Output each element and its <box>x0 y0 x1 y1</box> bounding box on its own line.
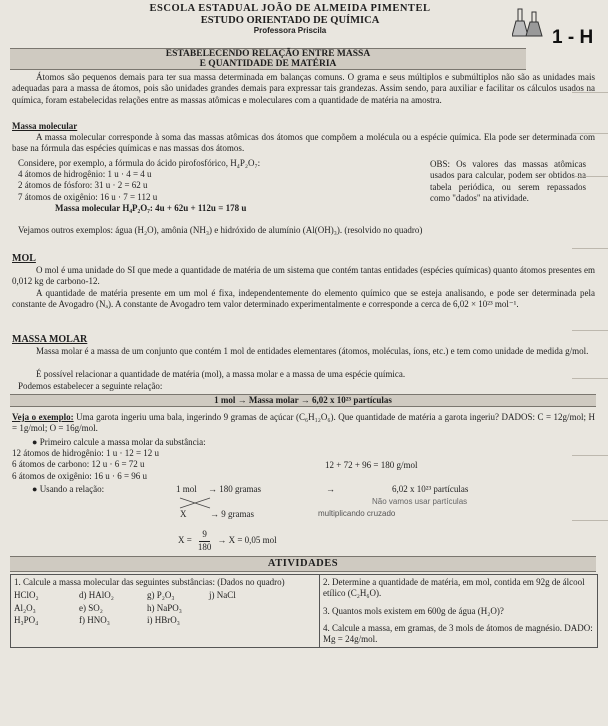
step-1 <box>32 437 332 448</box>
no-particles-note: Não vamos usar partículas <box>372 497 468 506</box>
atom-line: 6 átomos de carbono: 12 u · 6 = 72 u <box>12 459 145 470</box>
mol-heading: MOL <box>12 253 36 264</box>
bullet-icon: ● <box>32 437 40 447</box>
relation-x: X <box>180 509 187 519</box>
relation-grams: → 180 gramas <box>208 484 261 494</box>
substance-item: h) NaPO₃ <box>147 602 182 613</box>
section-title <box>10 48 526 70</box>
question-2: 2. Determine a quantidade de matéria, em mol, contida em 92g de álcool etílico (C₂H₆O). <box>323 577 585 599</box>
activities-table <box>10 574 598 648</box>
margin-line <box>572 455 608 456</box>
substance-item <box>209 615 267 626</box>
step-2 <box>32 484 104 495</box>
handwritten-note: 1 - H <box>552 27 594 48</box>
mol-paragraph-2: A quantidade de matéria presente em um mol é fixa, independentemente do elemento químico que se esteja analisando, e pode ser determinada pela constante de Avogadro (Nₐ). A constante de Avogadro tem valor determinado experimentalmente e corresponde a cerca de 6,02 × 10²³ mol⁻¹. <box>12 288 595 310</box>
substance-item <box>209 603 267 614</box>
atom-line: 7 átomos de oxigênio: 16 u · 7 = 112 u <box>18 191 158 202</box>
fraction-numerator: 9 <box>199 529 210 541</box>
course-title: ESTUDO ORIENTADO DE QUÍMICA <box>200 15 380 26</box>
margin-line <box>572 92 608 93</box>
bullet-icon: ● <box>32 484 40 494</box>
substance-item: Al₂O₃ <box>14 602 36 613</box>
example-label: Veja o exemplo: <box>12 412 74 422</box>
substance-item: H₃PO₄ <box>14 614 39 625</box>
consider-text: Considere, por exemplo, a fórmula do ácido pirofosfórico, H₄P₂O₇: <box>18 158 261 168</box>
other-examples: Vejamos outros exemplos: água (H₂O), amônia (NH₃) e hidróxido de alumínio (Al(OH)₃). (resolvido no quadro) <box>18 225 423 235</box>
substance-item: i) HBrO₃ <box>147 614 180 625</box>
step-2-text: Usando a relação: <box>39 484 105 494</box>
relation-mol: 1 mol <box>176 484 197 494</box>
equation-rhs: → X = 0,05 mol <box>217 535 277 546</box>
fraction <box>195 529 215 553</box>
flask-logo-icon <box>512 6 546 40</box>
atom-line: 6 átomos de oxigênio: 16 u · 6 = 96 u <box>12 470 148 481</box>
substance-item: HClO₂ <box>14 590 39 601</box>
margin-line <box>572 378 608 379</box>
fraction-denominator: 180 <box>197 541 212 552</box>
mol-paragraph-1: O mol é uma unidade do SI que mede a quantidade de matéria de um sistema que contém tantas entidades (espécies químicas) quanto átomos presentes em 0,012 kg de carbono-12. <box>12 265 595 287</box>
cross-multiply-note: multiplicando cruzado <box>318 509 396 518</box>
molar-mass-paragraph-1: Massa molar é a massa de um conjunto que contém 1 mol de entidades elementares (átomos, moléculas, íons, etc.) e tem como unidade de medida g/mol. <box>36 346 589 356</box>
molecular-mass-heading: Massa molecular <box>12 121 78 131</box>
example-intro <box>12 412 595 435</box>
question-1-text: 1. Calcule a massa molecular das seguintes substâncias: (Dados no quadro) <box>14 577 285 587</box>
school-name: ESCOLA ESTADUAL JOÃO DE ALMEIDA PIMENTEL <box>149 3 431 14</box>
molar-mass-paragraph-3: Podemos estabelecer a seguinte relação: <box>18 381 163 391</box>
questions-2-4 <box>320 575 598 648</box>
atom-line: 4 átomos de hidrogênio: 1 u · 4 = 4 u <box>18 169 152 179</box>
margin-line <box>572 133 608 134</box>
substances-list <box>14 590 316 626</box>
section-title-line1: ESTABELECENDO RELAÇÃO ENTRE MASSA <box>165 49 371 59</box>
equation-lhs: X = <box>178 535 192 546</box>
margin-line <box>572 248 608 249</box>
relation-9-grams: → 9 gramas <box>210 509 254 519</box>
molecular-mass-result: Massa molecular H₄P₂O₇: 4u + 62u + 112u = 178 u <box>55 203 247 213</box>
obs-note: OBS: Os valores das massas atômicas usados para calcular, podem ser obtidos na tabela periódica, ou serem repassados como "dados" na atividade. <box>430 159 586 203</box>
activities-title: ATIVIDADES <box>10 556 596 572</box>
question-4: 4. Calcule a massa, em gramas, de 3 mols de átomos de magnésio. DADO: Mg = 24g/mol. <box>323 622 593 644</box>
cross-multiply-icon <box>178 496 214 510</box>
margin-line <box>572 330 608 331</box>
relation-particles: 6,02 x 10²³ partículas <box>392 484 469 494</box>
substance-item: g) P₂O₃ <box>147 590 175 601</box>
molar-mass-heading: MASSA MOLAR <box>12 334 88 345</box>
atom-lines <box>18 169 318 203</box>
intro-paragraph: Átomos são pequenos demais para ter sua massa determinada em balanças comuns. O grama e seus múltiplos e submúltiplos não são as unidades mais adequadas para a massa de átomos, pois são unidades grandes demais para expressar tais grandezas. Assim sendo, para auxiliar e facilitar os cálculos usados na química, foram estabelecidas relações entre as massas atômicas e moleculares com a quantidade de matéria na amostra. <box>12 72 595 105</box>
section-title-line2: E QUANTIDADE DE MATÉRIA <box>199 59 337 69</box>
teacher-name: Professora Priscila <box>253 26 327 35</box>
relation-bar: 1 mol → Massa molar → 6,02 x 10²³ partículas <box>10 394 596 407</box>
molar-mass-sum: 12 + 72 + 96 = 180 g/mol <box>325 460 418 470</box>
example-text: Uma garota ingeriu uma bala, ingerindo 9 gramas de açúcar (C₆H₁₂O₆). Que quantidade de matéria a garota ingeriu? DADOS: C = 12g/mol; H = 1g/mol; O = 16g/mol. <box>12 412 596 434</box>
question-3: 3. Quantos mols existem em 600g de água (H₂O)? <box>323 605 504 616</box>
substance-item: e) SO₂ <box>79 602 103 613</box>
margin-line <box>572 520 608 521</box>
molecular-mass-text: A massa molecular corresponde à soma das massas atômicas dos átomos que compõem a molécula ou a espécie química. Ela pode ser determinada com base na fórmula das espécies químicas e nas massas dos átomos. <box>12 132 595 154</box>
question-1 <box>11 575 320 648</box>
atom-line: 12 átomos de hidrogênio: 1 u · 12 = 12 u <box>12 448 160 458</box>
substance-item: j) NaCl <box>209 590 236 601</box>
substance-item: f) HNO₃ <box>79 614 110 625</box>
margin-line <box>572 176 608 177</box>
molar-mass-paragraph-2: É possível relacionar a quantidade de matéria (mol), a massa molar e a massa de uma espécie química. <box>36 369 406 379</box>
substance-item: d) HAlO₂ <box>79 590 114 601</box>
atom-line: 2 átomos de fósforo: 31 u · 2 = 62 u <box>18 180 148 191</box>
relation-arrow: → <box>326 484 335 494</box>
example-atom-lines <box>12 448 312 482</box>
equation <box>178 529 277 553</box>
step-1-text: Primeiro calcule a massa molar da substância: <box>39 437 206 447</box>
